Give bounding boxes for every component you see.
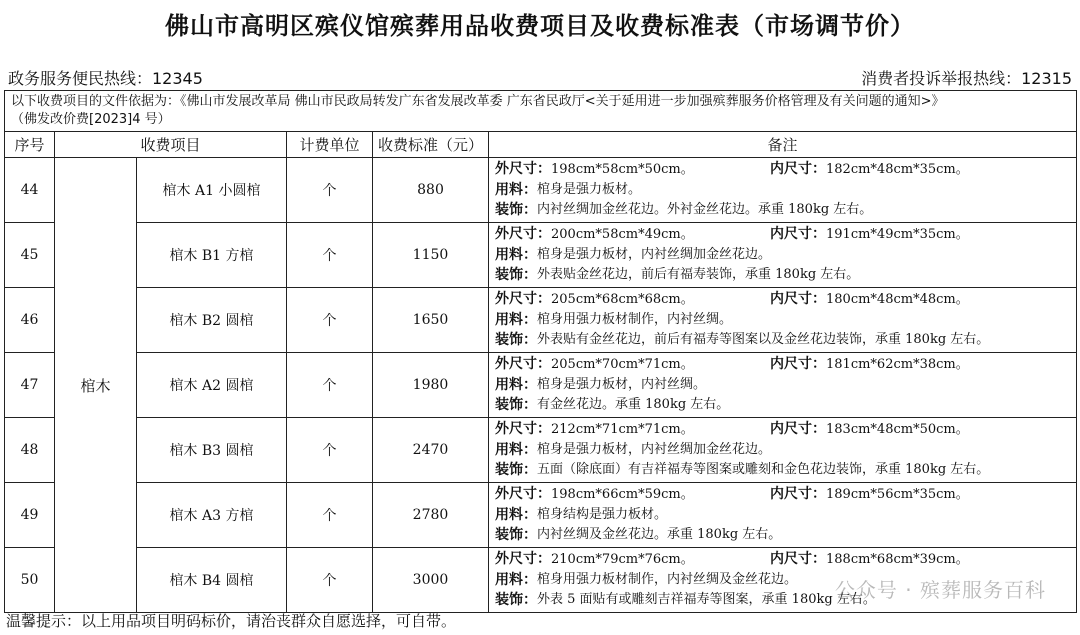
header-item: 收费项目 — [55, 132, 287, 158]
decoration-text: 五面（除底面）有吉祥福寿等图案或雕刻和金色花边装饰，承重 180kg 左右。 — [537, 462, 990, 477]
outer-label: 外尺寸： — [495, 161, 551, 177]
header-unit: 计费单位 — [287, 132, 373, 158]
inner-size: 189cm*56cm*35cm。 — [826, 487, 969, 502]
basis-line-1: 以下收费项目的文件依据为：《佛山市发展改革局 佛山市民政局转发广东省发展改革委 广东省民政厅<关于延用进一步加强殡葬服务价格管理及有关问题的通知>》 — [11, 94, 945, 109]
inner-size: 188cm*68cm*39cm。 — [826, 552, 969, 567]
material-line — [495, 375, 1070, 395]
outer-label: 外尺寸： — [495, 421, 551, 437]
item-price: 2780 — [373, 483, 489, 548]
table-header — [5, 132, 1077, 158]
inner-label: 内尺寸： — [770, 161, 826, 177]
table-row — [5, 353, 1077, 418]
outer-label: 外尺寸： — [495, 291, 551, 307]
inner-size: 191cm*49cm*35cm。 — [826, 227, 969, 242]
item-remark — [489, 288, 1077, 353]
material-label: 用料： — [495, 572, 537, 588]
inner-label: 内尺寸： — [770, 421, 826, 437]
decoration-line — [495, 265, 1070, 285]
row-no: 46 — [5, 288, 55, 353]
outer-label: 外尺寸： — [495, 226, 551, 242]
material-label: 用料： — [495, 182, 537, 198]
item-remark — [489, 223, 1077, 288]
decoration-label: 装饰： — [495, 267, 537, 283]
item-name: 棺木 B2 圆棺 — [137, 288, 287, 353]
decoration-line — [495, 525, 1070, 545]
item-name: 棺木 B1 方棺 — [137, 223, 287, 288]
fee-table — [4, 90, 1077, 613]
table-row — [5, 288, 1077, 353]
outer-size: 205cm*68cm*68cm。 — [551, 292, 694, 307]
outer-size: 198cm*58cm*50cm。 — [551, 162, 694, 177]
material-line — [495, 180, 1070, 200]
item-name: 棺木 A2 圆棺 — [137, 353, 287, 418]
header-remark: 备注 — [489, 132, 1077, 158]
inner-size: 182cm*48cm*35cm。 — [826, 162, 969, 177]
row-no: 44 — [5, 158, 55, 223]
page-title: 佛山市高明区殡仪馆殡葬用品收费项目及收费标准表（市场调节价） — [165, 11, 915, 40]
item-unit: 个 — [287, 288, 373, 353]
basis-note — [5, 91, 1077, 132]
material-label: 用料： — [495, 377, 537, 393]
inner-size: 183cm*48cm*50cm。 — [826, 422, 969, 437]
item-unit: 个 — [287, 223, 373, 288]
watermark: 公众号 · 殡葬服务百科 — [834, 578, 1046, 602]
decoration-label: 装饰： — [495, 592, 537, 608]
outer-size: 205cm*70cm*71cm。 — [551, 357, 694, 372]
inner-label: 内尺寸： — [770, 291, 826, 307]
material-line — [495, 310, 1070, 330]
inner-label: 内尺寸： — [770, 226, 826, 242]
size-line — [495, 354, 1070, 375]
item-remark — [489, 418, 1077, 483]
row-no: 45 — [5, 223, 55, 288]
decoration-text: 外表贴有金丝花边，前后有福寿等图案以及金丝花边装饰，承重 180kg 左右。 — [537, 332, 990, 347]
outer-label: 外尺寸： — [495, 356, 551, 372]
size-line — [495, 484, 1070, 505]
outer-size: 198cm*66cm*59cm。 — [551, 487, 694, 502]
outer-label: 外尺寸： — [495, 551, 551, 567]
item-price: 1650 — [373, 288, 489, 353]
item-unit: 个 — [287, 158, 373, 223]
decoration-line — [495, 395, 1070, 415]
decoration-text: 外表贴金丝花边，前后有福寿装饰，承重 180kg 左右。 — [537, 267, 860, 282]
row-no: 47 — [5, 353, 55, 418]
inner-label: 内尺寸： — [770, 486, 826, 502]
item-remark — [489, 158, 1077, 223]
decoration-text: 外表 5 面贴有或雕刻吉祥福寿等图案，承重 180kg 左右。 — [537, 592, 876, 607]
row-no: 48 — [5, 418, 55, 483]
table-row — [5, 158, 1077, 223]
outer-size: 200cm*58cm*49cm。 — [551, 227, 694, 242]
footer-tip: 温馨提示：以上用品项目明码标价，请治丧群众自愿选择，可自带。 — [6, 612, 457, 630]
decoration-label: 装饰： — [495, 397, 537, 413]
decoration-label: 装饰： — [495, 202, 537, 218]
item-price: 2470 — [373, 418, 489, 483]
category-cell: 棺木 — [55, 158, 137, 613]
material-label: 用料： — [495, 312, 537, 328]
inner-size: 180cm*48cm*48cm。 — [826, 292, 969, 307]
size-line — [495, 289, 1070, 310]
inner-label: 内尺寸： — [770, 356, 826, 372]
item-name: 棺木 A3 方棺 — [137, 483, 287, 548]
material-label: 用料： — [495, 247, 537, 263]
size-line — [495, 549, 1070, 570]
item-unit: 个 — [287, 483, 373, 548]
decoration-text: 有金丝花边。承重 180kg 左右。 — [537, 397, 730, 412]
material-text: 棺身用强力板材制作，内衬丝绸及金丝花边。 — [537, 572, 798, 587]
decoration-line — [495, 330, 1070, 350]
decoration-line — [495, 200, 1070, 220]
basis-line-2: （佛发改价费[2023]4 号） — [11, 112, 171, 127]
item-price: 1150 — [373, 223, 489, 288]
header-no: 序号 — [5, 132, 55, 158]
service-hotline: 政务服务便民热线：12345 — [8, 69, 203, 88]
material-label: 用料： — [495, 507, 537, 523]
material-line — [495, 505, 1070, 525]
decoration-text: 内衬丝绸及金丝花边。承重 180kg 左右。 — [537, 527, 782, 542]
item-unit: 个 — [287, 418, 373, 483]
decoration-label: 装饰： — [495, 332, 537, 348]
material-text: 棺身是强力板材，内衬丝绸。 — [537, 377, 707, 392]
material-text: 棺身结构是强力板材。 — [537, 507, 668, 522]
item-unit: 个 — [287, 353, 373, 418]
size-line — [495, 159, 1070, 180]
item-name: 棺木 A1 小圆棺 — [137, 158, 287, 223]
material-text: 棺身用强力板材制作，内衬丝绸。 — [537, 312, 733, 327]
decoration-text: 内衬丝绸加金丝花边。外衬金丝花边。承重 180kg 左右。 — [537, 202, 873, 217]
outer-label: 外尺寸： — [495, 486, 551, 502]
size-line — [495, 419, 1070, 440]
item-remark — [489, 483, 1077, 548]
table-row — [5, 483, 1077, 548]
item-price: 3000 — [373, 548, 489, 613]
decoration-line — [495, 460, 1070, 480]
item-remark — [489, 353, 1077, 418]
complaint-hotline: 消费者投诉举报热线：12315 — [861, 69, 1072, 88]
item-price: 880 — [373, 158, 489, 223]
decoration-label: 装饰： — [495, 527, 537, 543]
item-name: 棺木 B4 圆棺 — [137, 548, 287, 613]
row-no: 49 — [5, 483, 55, 548]
material-label: 用料： — [495, 442, 537, 458]
table-row — [5, 223, 1077, 288]
material-text: 棺身是强力板材，内衬丝绸加金丝花边。 — [537, 247, 772, 262]
material-text: 棺身是强力板材，内衬丝绸加金丝花边。 — [537, 442, 772, 457]
size-line — [495, 224, 1070, 245]
row-no: 50 — [5, 548, 55, 613]
item-price: 1980 — [373, 353, 489, 418]
item-unit: 个 — [287, 548, 373, 613]
material-line — [495, 440, 1070, 460]
outer-size: 210cm*79cm*76cm。 — [551, 552, 694, 567]
decoration-label: 装饰： — [495, 462, 537, 478]
inner-size: 181cm*62cm*38cm。 — [826, 357, 969, 372]
inner-label: 内尺寸： — [770, 551, 826, 567]
material-line — [495, 245, 1070, 265]
outer-size: 212cm*71cm*71cm。 — [551, 422, 694, 437]
table-row — [5, 418, 1077, 483]
item-name: 棺木 B3 圆棺 — [137, 418, 287, 483]
material-text: 棺身是强力板材。 — [537, 182, 642, 197]
header-price: 收费标准（元） — [373, 132, 489, 158]
